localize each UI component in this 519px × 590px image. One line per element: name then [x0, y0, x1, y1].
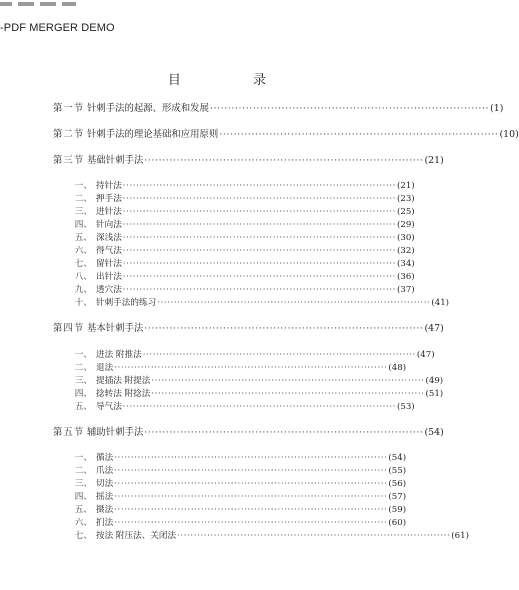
item-title: 押手法: [96, 194, 122, 204]
dot-leader: ··················································································: [114, 479, 388, 489]
watermark-text: -PDF MERGER DEMO: [0, 22, 115, 34]
dot-leader: ··················································································: [157, 298, 431, 308]
toc-item[interactable]: [64, 194, 415, 204]
item-title: 出针法: [96, 272, 122, 282]
toc-item[interactable]: [64, 285, 415, 295]
dot-leader: ··················································································: [114, 518, 388, 528]
item-number: 五、: [74, 402, 92, 412]
item-number: 六、: [74, 246, 92, 256]
section-number: 第五节: [53, 427, 85, 438]
item-title: 切法: [96, 479, 114, 489]
item-title: 针向法: [96, 220, 122, 230]
item-page: (59): [388, 505, 407, 515]
toc-section-4[interactable]: [53, 323, 444, 334]
item-number: 十、: [74, 298, 92, 308]
item-number: 一、: [74, 181, 92, 191]
toc-section-5[interactable]: [53, 427, 444, 438]
item-page: (51): [425, 389, 444, 399]
toc-section-3[interactable]: [53, 155, 444, 166]
dot-leader: ··············································································: [209, 103, 490, 114]
item-page: (57): [388, 492, 407, 502]
item-title: 留针法: [96, 259, 122, 269]
item-page: (48): [388, 363, 407, 373]
item-title: 透穴法: [96, 285, 122, 295]
dot-leader: ··················································································: [122, 259, 396, 269]
item-page: (34): [397, 259, 415, 269]
dot-leader: ··················································································: [122, 272, 396, 282]
toc-item[interactable]: [64, 181, 415, 191]
dot-leader: ··················································································: [122, 181, 396, 191]
item-title: 进针法: [96, 207, 122, 217]
item-page: (37): [397, 285, 415, 295]
toc-item[interactable]: [64, 453, 407, 463]
item-number: 二、: [74, 363, 92, 373]
toc-section-1[interactable]: [53, 103, 504, 114]
dot-leader: ··················································································: [122, 233, 396, 243]
section-page: (1): [490, 103, 504, 114]
item-title: 提插法 附提法: [96, 376, 151, 386]
toc-item[interactable]: [64, 363, 407, 373]
dot-leader: ··············································································: [144, 155, 424, 166]
dot-leader: ··············································································: [219, 129, 499, 140]
item-page: (61): [451, 531, 469, 541]
section-title: 基础针刺手法: [87, 155, 144, 166]
item-page: (54): [388, 453, 407, 463]
dot-leader: ··················································································: [114, 466, 388, 476]
section-number: 第四节: [53, 323, 85, 334]
item-page: (32): [397, 246, 415, 256]
toc-item[interactable]: [64, 376, 444, 386]
toc-item[interactable]: [64, 220, 415, 230]
section-page: (21): [424, 155, 444, 166]
item-title: 摄法: [96, 505, 114, 515]
item-title: 爪法: [96, 466, 114, 476]
item-number: 五、: [74, 233, 92, 243]
section-number: 第三节: [53, 155, 85, 166]
toc-item[interactable]: [64, 259, 415, 269]
item-title: 摇法: [96, 492, 114, 502]
toc-item[interactable]: [64, 492, 407, 502]
item-number: 四、: [74, 220, 92, 230]
item-page: (30): [397, 233, 415, 243]
item-title: 退法: [96, 363, 114, 373]
item-title: 进法 附推法: [96, 350, 142, 360]
toc-title: 目 录: [167, 73, 301, 88]
toc-item[interactable]: [64, 531, 469, 541]
toc-item[interactable]: [64, 246, 415, 256]
item-number: 三、: [74, 479, 92, 489]
toc-item[interactable]: [64, 350, 435, 360]
dot-leader: ··················································································: [122, 194, 396, 204]
dot-leader: ··················································································: [122, 285, 396, 295]
toc-item[interactable]: [64, 505, 407, 515]
item-page: (56): [388, 479, 407, 489]
toc-item[interactable]: [64, 233, 415, 243]
dot-leader: ··················································································: [114, 363, 388, 373]
item-title: 捻转法 附捻法: [96, 389, 151, 399]
dot-leader: ··················································································: [122, 207, 396, 217]
item-title: 持针法: [96, 181, 122, 191]
dot-leader: ··················································································: [151, 376, 425, 386]
section-title: 针刺手法的起源、形成和发展: [87, 103, 209, 114]
item-number: 三、: [74, 207, 92, 217]
dot-leader: ··············································································: [144, 323, 424, 334]
dot-leader: ··················································································: [122, 246, 396, 256]
item-number: 五、: [74, 505, 92, 515]
toc-item[interactable]: [64, 298, 450, 308]
dot-leader: ··················································································: [114, 492, 388, 502]
item-title: 扪法: [96, 518, 114, 528]
item-page: (60): [388, 518, 407, 528]
toc-item[interactable]: [64, 479, 407, 489]
item-number: 一、: [74, 453, 92, 463]
dot-leader: ··················································································: [122, 220, 396, 230]
item-title: 导气法: [96, 402, 122, 412]
item-page: (21): [397, 181, 415, 191]
dot-leader: ··················································································: [177, 531, 451, 541]
item-page: (47): [416, 350, 435, 360]
top-edge-marks: [0, 0, 80, 10]
toc-item[interactable]: [64, 207, 415, 217]
dot-leader: ··················································································: [114, 453, 388, 463]
item-number: 一、: [74, 350, 92, 360]
item-number: 四、: [74, 389, 92, 399]
toc-section-2[interactable]: [53, 129, 519, 140]
item-number: 九、: [74, 285, 92, 295]
item-title: 循法: [96, 453, 114, 463]
item-page: (49): [425, 376, 444, 386]
item-title: 按法 附压法、关闭法: [96, 531, 177, 541]
item-page: (25): [397, 207, 415, 217]
item-page: (36): [397, 272, 415, 282]
section-number: 第一节: [53, 103, 85, 114]
item-page: (55): [388, 466, 407, 476]
section-title: 针刺手法的理论基础和应用原则: [87, 129, 219, 140]
section-page: (54): [424, 427, 444, 438]
item-number: 二、: [74, 466, 92, 476]
toc-item[interactable]: [64, 466, 407, 476]
section-page: (47): [424, 323, 444, 334]
item-number: 七、: [74, 259, 92, 269]
item-page: (23): [397, 194, 415, 204]
section-title: 辅助针刺手法: [87, 427, 144, 438]
toc-item[interactable]: [64, 389, 444, 399]
dot-leader: ··················································································: [142, 350, 416, 360]
toc-item[interactable]: [64, 518, 407, 528]
toc-item[interactable]: [64, 402, 415, 412]
section-page: (10): [499, 129, 519, 140]
item-page: (41): [431, 298, 450, 308]
item-number: 六、: [74, 518, 92, 528]
item-number: 七、: [74, 531, 92, 541]
dot-leader: ··················································································: [151, 389, 425, 399]
section-title: 基本针刺手法: [87, 323, 144, 334]
item-title: 深浅法: [96, 233, 122, 243]
item-number: 八、: [74, 272, 92, 282]
dot-leader: ··················································································: [122, 402, 396, 412]
toc-item[interactable]: [64, 272, 415, 282]
item-page: (29): [397, 220, 415, 230]
item-number: 二、: [74, 194, 92, 204]
dot-leader: ··············································································: [144, 427, 424, 438]
dot-leader: ··················································································: [114, 505, 388, 515]
item-number: 三、: [74, 376, 92, 386]
item-number: 四、: [74, 492, 92, 502]
item-title: 得气法: [96, 246, 122, 256]
item-title: 针刺手法的练习: [96, 298, 157, 308]
section-number: 第二节: [53, 129, 85, 140]
item-page: (53): [397, 402, 415, 412]
